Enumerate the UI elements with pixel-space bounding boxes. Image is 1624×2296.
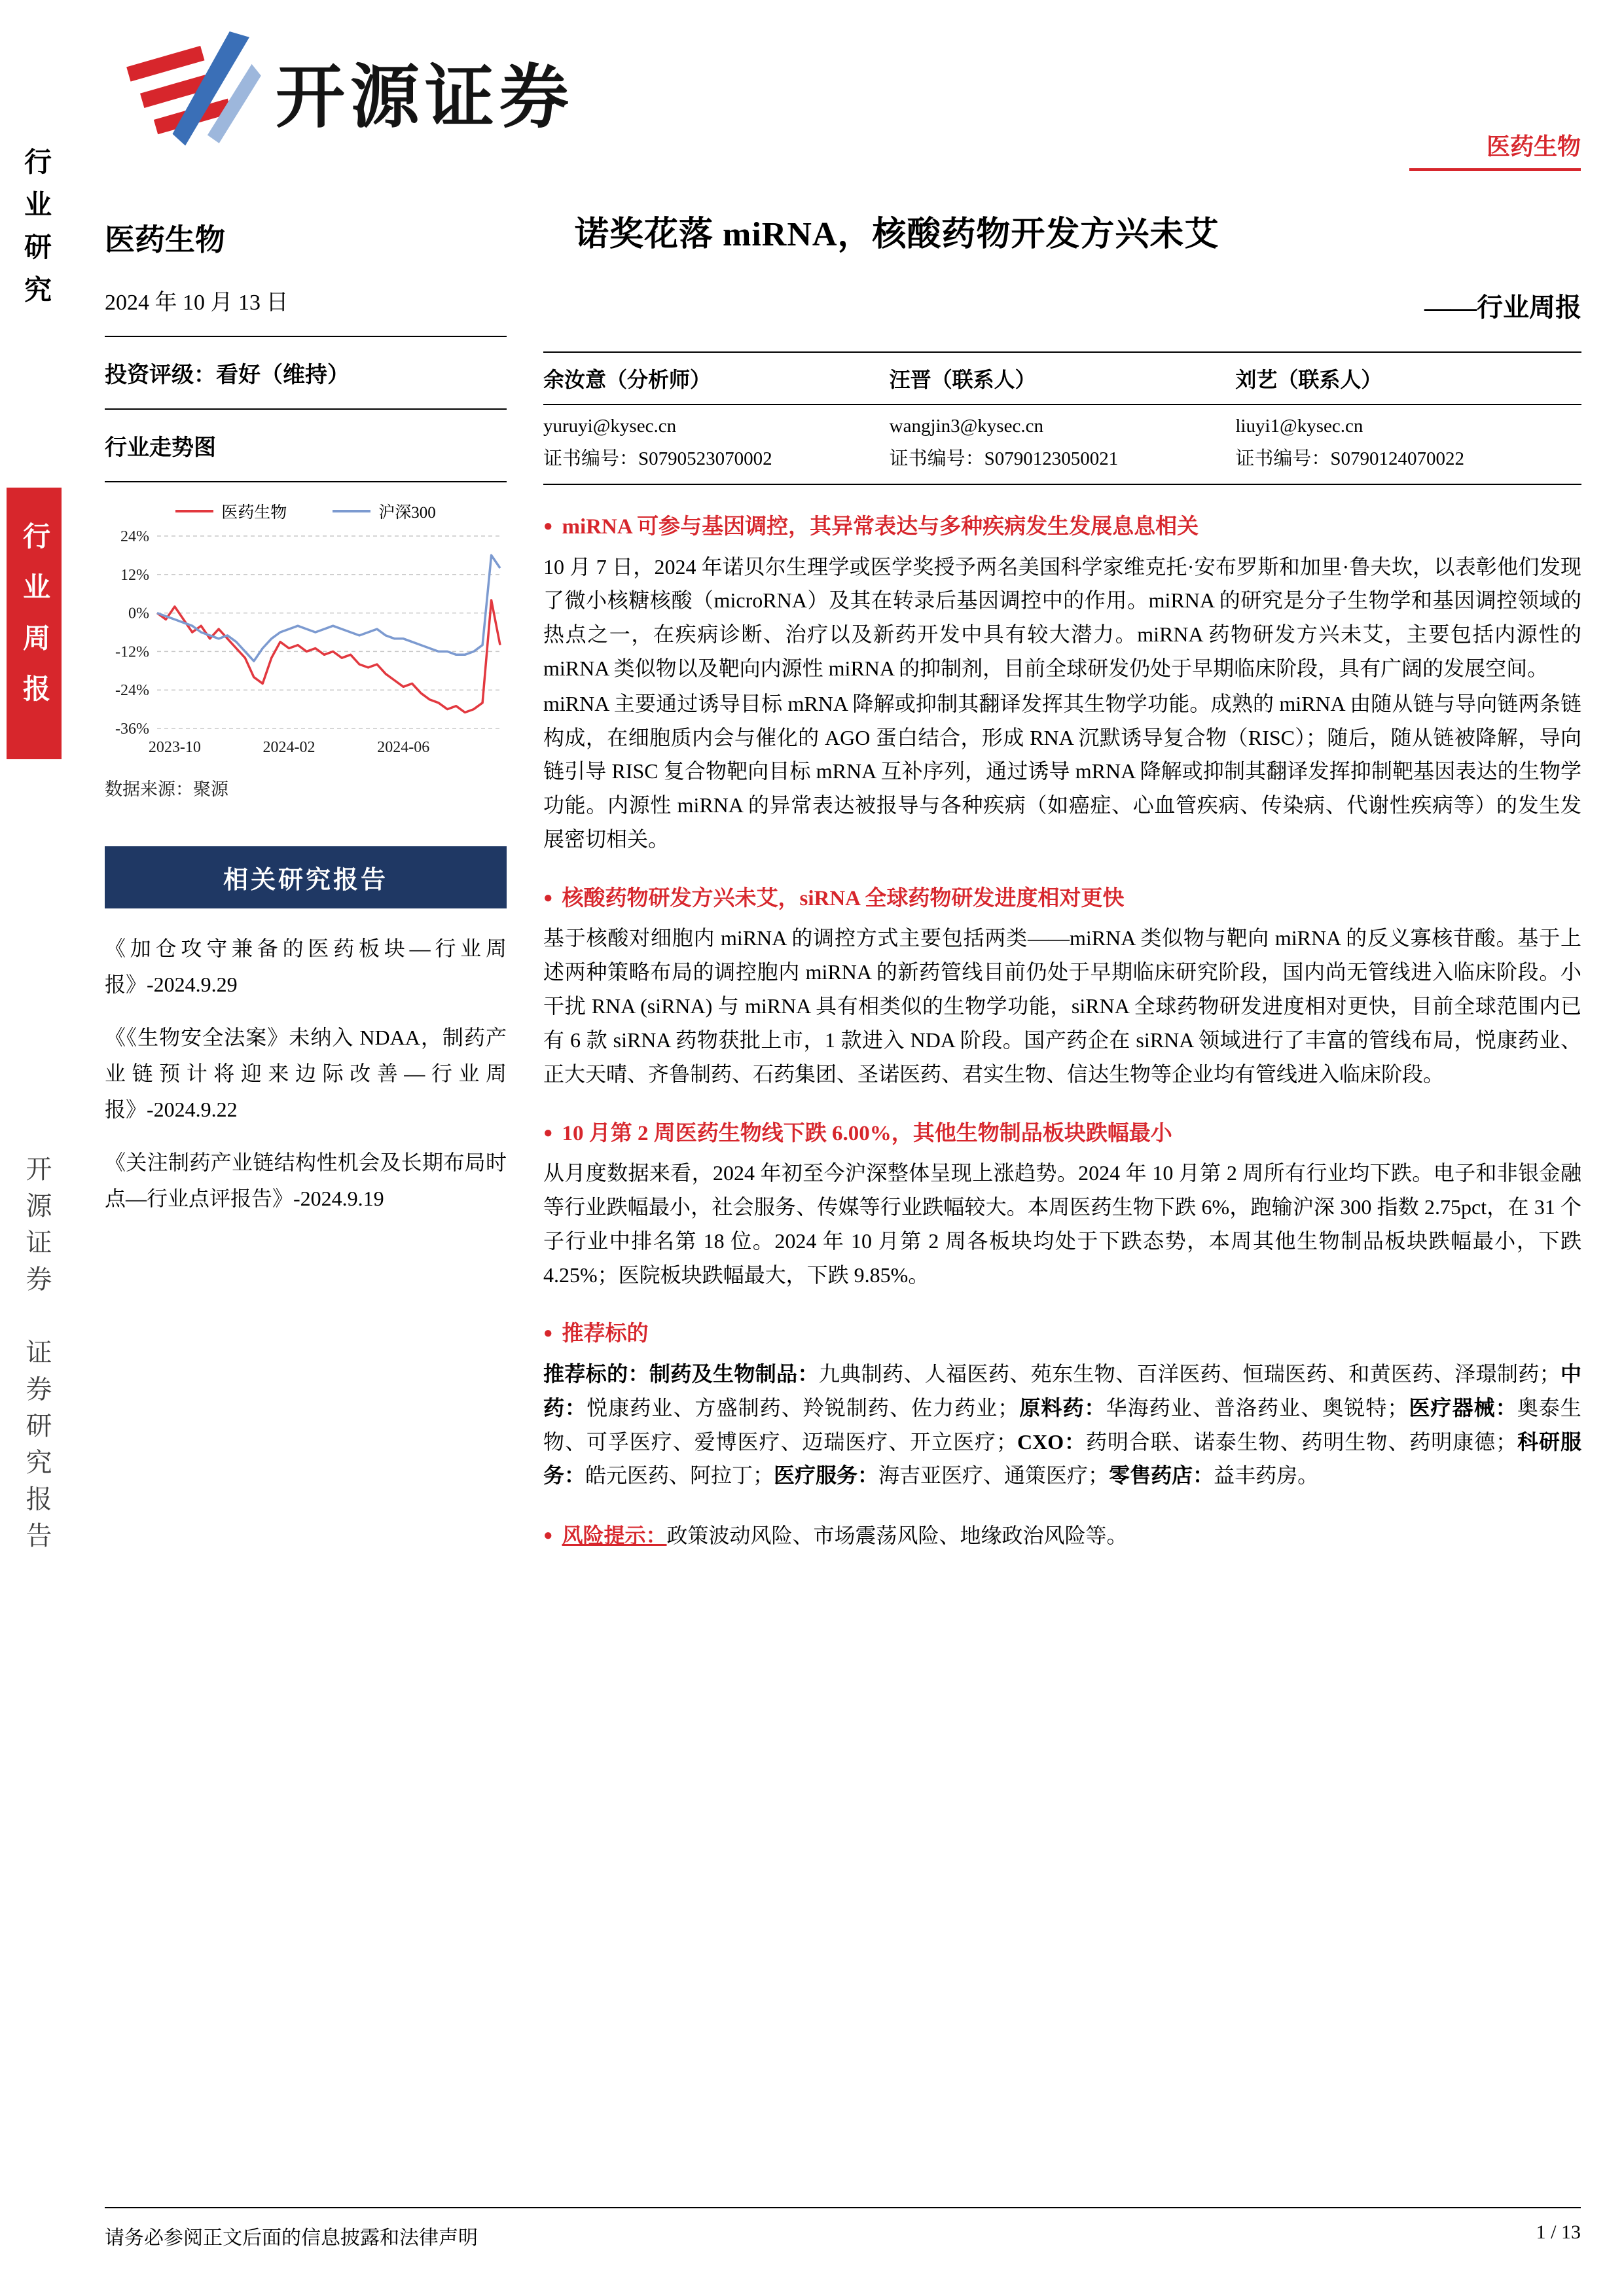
- section-heading: [543, 883, 1581, 916]
- section-heading-text: 推荐标的: [562, 1322, 649, 1346]
- legend-line-swatch: [175, 510, 213, 512]
- analyst-name: 余汝意（分析师）: [543, 368, 712, 391]
- svg-text:0%: 0%: [128, 605, 149, 622]
- section-recommended-stocks: [543, 1318, 1581, 1493]
- svg-text:-36%: -36%: [115, 721, 149, 738]
- sidebar-weekly-report-label: 行业周报: [19, 522, 49, 725]
- section-heading: [543, 511, 1581, 544]
- brand-logo-icon: [121, 31, 261, 151]
- analyst-email[interactable]: yuruyi@kysec.cn: [543, 416, 677, 437]
- section-heading: [543, 1118, 1581, 1151]
- sidebar-brand-label: 开源证券: [22, 1155, 52, 1302]
- analyst-names-row: [543, 353, 1581, 405]
- report-subtitle: ——行业周报: [1424, 293, 1581, 322]
- related-report-item[interactable]: 《关注制药产业链结构性机会及长期布局时点—行业点评报告》-2024.9.19: [105, 1151, 507, 1211]
- sidebar-industry-research-label: 行业研究: [20, 147, 50, 318]
- divider: [105, 481, 507, 482]
- paragraph: 从月度数据来看，2024 年初至今沪深整体呈现上涨趋势。2024 年 10 月第 2 周所有行业均下跌。电子和非银金融等行业跌幅最小，社会服务、传媒等行业跌幅较大。本周医药生物下跌 6%，跑输沪深 300 指数 2.75pct，在 31 个子行业中排名第 18 位。2024 年 10 月第 2 周各板块均处于下跌态势，本周其他生物制品板块跌幅最小，下跌 4.25%；医院板块跌幅最大，下跌 9.85%。: [543, 1161, 1581, 1287]
- related-report-item[interactable]: 《加仓攻守兼备的医药板块—行业周报》-2024.9.29: [105, 937, 507, 997]
- svg-text:12%: 12%: [120, 566, 149, 584]
- svg-text:2024-06: 2024-06: [377, 739, 430, 756]
- section-mirna-gene-regulation: [543, 511, 1581, 857]
- page-number: 1 / 13: [1536, 2221, 1581, 2243]
- paragraph: 10 月 7 日，2024 年诺贝尔生理学或医学奖授予两名美国科学家维克托·安布罗斯和加里·鲁夫坎，以表彰他们发现了微小核糖核酸（microRNA）及其在转录后基因调控中的作用。miRNA 的研究是分子生物学和基因调控领域的热点之一，在疾病诊断、治疗以及新药开发中具有较大潜力。miRNA 药物研发方兴未艾，主要包括内源性的 miRNA 类似物以及靶向内源性 miRNA 的抑制剂，目前全球研发仍处于早期临床阶段，具有广阔的发展空间。: [543, 554, 1581, 680]
- header-sector-tag: 医药生物: [1409, 128, 1581, 171]
- related-reports-banner: 相关研究报告: [105, 846, 507, 908]
- legend-item: [175, 499, 287, 523]
- footer-disclaimer: 请务必参阅正文后面的信息披露和法律声明: [105, 2227, 478, 2249]
- brand-logo-text: 开源证券: [276, 59, 574, 136]
- industry-trend-chart: [105, 499, 507, 800]
- section-heading-text: 核酸药物研发方兴未艾，siRNA 全球药物研发进度相对更快: [562, 886, 1125, 910]
- report-date: 2024 年 10 月 13 日: [105, 291, 289, 315]
- main-content-column: [543, 206, 1581, 1553]
- trend-chart-plot: [105, 527, 507, 762]
- svg-text:24%: 24%: [120, 528, 149, 545]
- sector-title: 医药生物: [105, 223, 225, 257]
- brand-logo: [121, 31, 574, 151]
- analyst-cert: 证书编号：S0790123050021: [889, 448, 1119, 469]
- section-heading-text: 10 月第 2 周医药生物线下跌 6.00%，其他生物制品板块跌幅最小: [562, 1121, 1172, 1145]
- analyst-certs-row: [543, 437, 1581, 484]
- section-risk-warning: [543, 1519, 1581, 1553]
- svg-text:-12%: -12%: [115, 643, 149, 661]
- legend-item: [333, 499, 436, 523]
- investment-rating: 投资评级：看好（维持）: [105, 363, 350, 387]
- left-info-column: [105, 216, 507, 1234]
- analyst-email[interactable]: liuyi1@kysec.cn: [1235, 416, 1363, 437]
- bullet-icon: ●: [543, 518, 553, 535]
- chart-data-source: 数据来源：聚源: [105, 780, 228, 799]
- svg-text:2023-10: 2023-10: [148, 739, 201, 756]
- recommended-stocks-paragraph: 推荐标的：制药及生物制品：九典制药、人福医药、苑东生物、百洋医药、恒瑞医药、和黄医药、泽璟制药；中药：悦康药业、方盛制药、羚锐制药、佐力药业；原料药：华海药业、普洛药业、奥锐特；医疗器械：奥泰生物、可孚医疗、爱博医疗、迈瑞医疗、开立医疗；CXO：药明合联、诺泰生物、药明生物、药明康德；科研服务：皓元医药、阿拉丁；医疗服务：海吉亚医疗、通策医疗；零售药店：益丰药房。: [543, 1361, 1581, 1488]
- legend-line-swatch: [333, 510, 370, 512]
- svg-text:2024-02: 2024-02: [262, 739, 316, 756]
- analyst-name: 刘艺（联系人）: [1235, 368, 1382, 391]
- analyst-email[interactable]: wangjin3@kysec.cn: [889, 416, 1043, 437]
- risk-warning-line: [543, 1519, 1581, 1553]
- sidebar-weekly-report-badge: [7, 488, 62, 759]
- section-sirna-progress: [543, 883, 1581, 1092]
- related-report-item[interactable]: 《《生物安全法案》未纳入 NDAA，制药产业链预计将迎来边际改善—行业周报》-2024.9.22: [105, 1026, 507, 1122]
- bullet-icon: ●: [543, 1325, 553, 1342]
- divider: [105, 336, 507, 337]
- section-heading-text: miRNA 可参与基因调控，其异常表达与多种疾病发生发展息息相关: [562, 515, 1199, 539]
- analyst-cert: 证书编号：S0790523070002: [543, 448, 772, 469]
- analyst-emails-row: [543, 405, 1581, 437]
- report-title: 诺奖花落 miRNA，核酸药物开发方兴未艾: [575, 216, 1219, 253]
- divider: [105, 408, 507, 410]
- sidebar-research-report-label: 证券研究报告: [22, 1338, 52, 1558]
- bullet-icon: ●: [543, 1124, 553, 1141]
- paragraph: miRNA 主要通过诱导目标 mRNA 降解或抑制其翻译发挥其生物学功能。成熟的 miRNA 由随从链与导向链两条链构成，在细胞质内会与催化的 AGO 蛋白结合，形成 RNA 沉默诱导复合物（RISC）；随后，随从链被降解，导向链引导 RISC 复合物靶向目标 mRNA 互补序列，通过诱导 mRNA 降解或抑制其翻译发挥抑制靶基因表达的生物学功能。内源性 miRNA 的异常表达被报导与各种疾病（如癌症、心血管疾病、传染病、代谢性疾病等）的发生发展密切相关。: [543, 691, 1581, 852]
- section-heading: [543, 1318, 1581, 1351]
- section-weekly-performance: [543, 1118, 1581, 1293]
- legend-label: 沪深300: [378, 504, 436, 522]
- trend-chart-title: 行业走势图: [105, 436, 216, 460]
- legend-label: 医药生物: [221, 504, 287, 522]
- bullet-icon: ●: [543, 1527, 553, 1545]
- footer-divider: [105, 2207, 1581, 2208]
- analyst-table: [543, 351, 1581, 485]
- related-reports-list: [105, 931, 507, 1217]
- svg-text:-24%: -24%: [115, 682, 149, 700]
- paragraph: 基于核酸对细胞内 miRNA 的调控方式主要包括两类——miRNA 类似物与靶向 miRNA 的反义寡核苷酸。基于上述两种策略布局的调控胞内 miRNA 的新药管线目前仍处于早期临床研究阶段，国内尚无管线进入临床阶段。小干扰 RNA (siRNA) 与 miRNA 具有相类似的生物学功能，siRNA 全球药物研发进度相对更快，目前全球范围内已有 6 款 siRNA 药物获批上市，1 款进入 NDA 阶段。国产药企在 siRNA 领域进行了丰富的管线布局，悦康药业、正大天晴、齐鲁制药、石药集团、圣诺医药、君实生物、信达生物等企业均有管线进入临床阶段。: [543, 926, 1581, 1086]
- chart-legend: [105, 499, 507, 523]
- bullet-icon: ●: [543, 889, 553, 906]
- analyst-cert: 证书编号：S0790124070022: [1235, 448, 1464, 469]
- risk-warning-text: 风险提示：政策波动风险、市场震荡风险、地缘政治风险等。: [562, 1524, 1128, 1548]
- analyst-name: 汪晋（联系人）: [889, 368, 1036, 391]
- page-footer: [105, 2221, 1581, 2250]
